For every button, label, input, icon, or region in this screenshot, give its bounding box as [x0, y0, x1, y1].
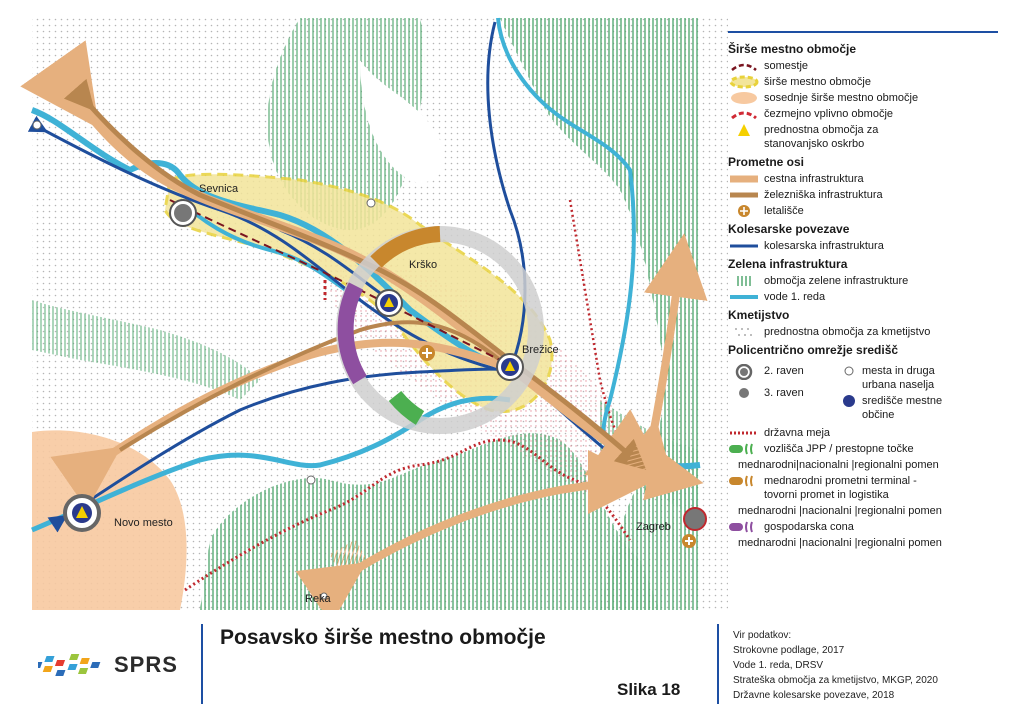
label-sevnica: Sevnica: [199, 183, 239, 195]
legend-section-bike: Kolesarske povezave: [728, 222, 850, 236]
small-settlement: [33, 121, 41, 129]
label-novo-mesto: Novo mesto: [114, 517, 173, 529]
jpp-symbol: [728, 442, 760, 456]
legend: [728, 38, 990, 606]
legend-section-transport: Prometne osi: [728, 155, 805, 169]
legend-item-neighbouring: sosednje širše mestno območje: [728, 91, 990, 105]
border-symbol: [728, 426, 760, 440]
road-symbol: [728, 172, 760, 186]
level2-symbol: [728, 364, 760, 378]
figure-number: Slika 18: [617, 680, 681, 699]
green-area-symbol: [728, 274, 760, 288]
legend-item-level2: 2. raven: [728, 364, 840, 378]
legend-section-green: Zelena infrastruktura: [728, 257, 848, 271]
airport-zagreb-icon: [682, 534, 696, 548]
settlement-brezice: [497, 354, 523, 380]
wider-area-symbol: [728, 75, 760, 89]
crossborder-symbol: [728, 107, 760, 121]
legend-item-road: cestna infrastruktura: [728, 172, 990, 186]
town-symbol: [840, 364, 858, 378]
legend-item-airport: letališče: [728, 204, 990, 218]
legend-item-crossborder: čezmejno vplivno območje: [728, 107, 990, 121]
legend-item-somestje: somestje: [728, 59, 990, 73]
footer-divider-left: [201, 624, 203, 704]
legend-item-jpp: vozlišča JPP / prestopne točke: [728, 442, 990, 456]
small-settlement: [367, 199, 375, 207]
economic-zone-symbol: [728, 520, 760, 534]
legend-item-economic-zone: gospodarska cona: [728, 520, 990, 534]
rail-symbol: [728, 188, 760, 202]
label-krsko: Krško: [409, 259, 438, 271]
legend-item-wider-area: širše mestno območje: [728, 75, 990, 89]
legend-item-level3: 3. raven: [728, 386, 840, 400]
small-settlement: [307, 476, 315, 484]
label-reka: Reka: [305, 593, 331, 605]
settlement-krsko: [376, 290, 402, 316]
legend-item-water: vode 1. reda: [728, 290, 990, 304]
settlement-zagreb: [684, 508, 706, 530]
terminal-symbol: [728, 474, 760, 488]
legend-economic-scale: mednarodni |nacionalni |regionalni pomen: [738, 537, 942, 549]
legend-item-agriculture: prednostna območja za kmetijstvo: [728, 325, 990, 339]
label-brezice: Brežice: [522, 344, 559, 356]
settlement-sevnica: [170, 200, 196, 226]
legend-item-terminal: mednarodni prometni terminal - tovorni promet in logistika: [728, 474, 990, 502]
housing-triangle-symbol: [728, 123, 760, 137]
airport-icon: [419, 345, 435, 361]
legend-jpp-scale: mednarodni|nacionalni |regionalni pomen: [738, 459, 939, 471]
airport-legend-icon: [728, 204, 760, 218]
legend-top-rule: [728, 31, 998, 33]
figure-title: Posavsko širše mestno območje: [220, 626, 546, 649]
sprs-logo-icon: [38, 652, 110, 683]
legend-item-housing: prednostna območja za stanovanjsko oskrbo: [728, 123, 990, 151]
bike-symbol: [728, 239, 760, 253]
legend-terminal-scale: mednarodni |nacionalni |regionalni pomen: [738, 505, 942, 517]
municipal-centre-symbol: [840, 394, 858, 408]
legend-section-agriculture: Kmetijstvo: [728, 308, 790, 322]
label-zagreb: Zagreb: [636, 521, 671, 533]
legend-item-towns: mesta in druga urbana naselja: [840, 364, 990, 392]
legend-item-border: državna meja: [728, 426, 990, 440]
legend-item-green-area: območja zelene infrastrukture: [728, 274, 990, 288]
footer-divider-right: [717, 624, 719, 704]
legend-item-municipal-centre: središče mestne občine: [840, 394, 990, 422]
level3-symbol: [728, 386, 760, 400]
conurbation-symbol: [728, 59, 760, 73]
data-sources: Vir podatkov: Strokovne podlage, 2017 Vode 1. reda, DRSV Strateška območja za kmetijstvo, MKGP, 2020 Državne kolesarske povezave, 2018: [733, 630, 938, 701]
water-symbol: [728, 290, 760, 304]
settlement-novo-mesto: [65, 496, 99, 530]
sprs-logo-text: SPRS: [114, 652, 178, 677]
agriculture-symbol: [728, 325, 760, 339]
legend-item-rail: železniška infrastruktura: [728, 188, 990, 202]
legend-section-urban: Širše mestno območje: [728, 42, 857, 56]
neighbouring-area-symbol: [728, 91, 760, 105]
legend-item-bike: kolesarska infrastruktura: [728, 239, 990, 253]
legend-section-polycentric: Policentrično omrežje središč: [728, 343, 899, 357]
